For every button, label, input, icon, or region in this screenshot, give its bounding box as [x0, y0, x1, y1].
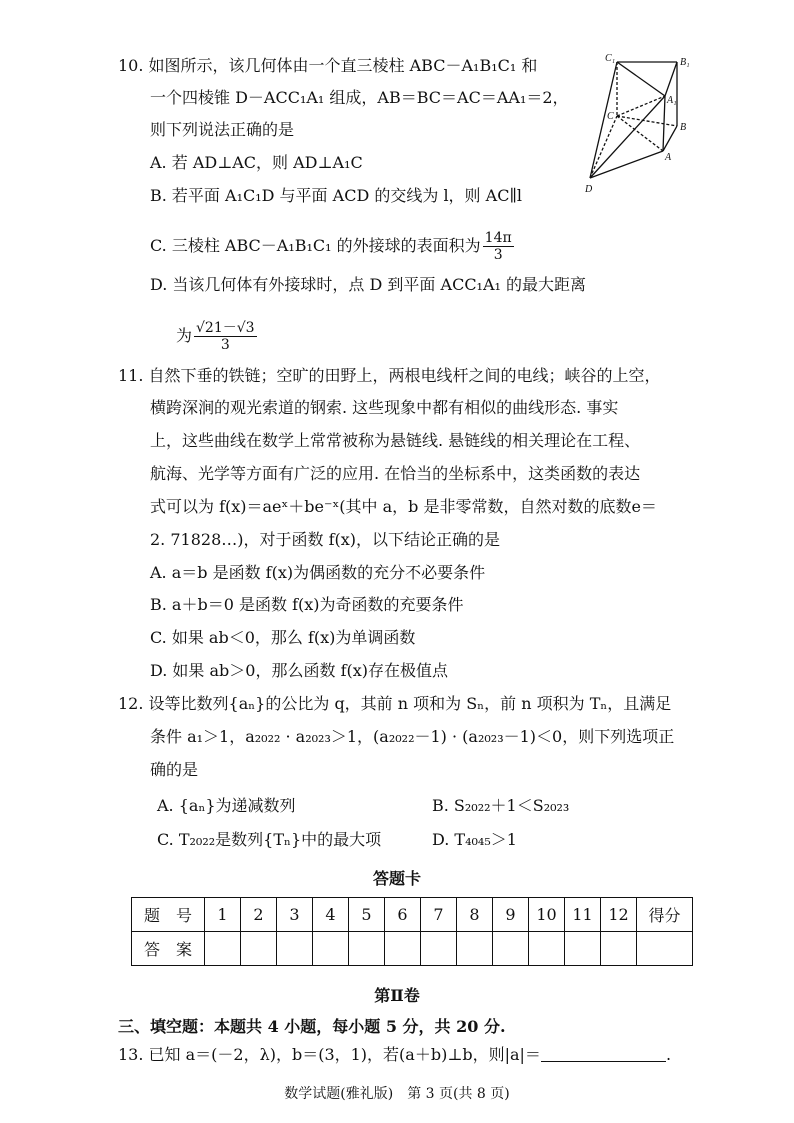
q13-answer-blank[interactable] — [541, 1045, 666, 1062]
answer-cell-7[interactable] — [421, 932, 457, 966]
q13-line — [118, 1045, 671, 1065]
q11-option-b: B. a＋b＝0 是函数 f(x)为奇函数的充要条件 — [150, 595, 464, 614]
q12-line-3: 确的是 — [150, 760, 199, 779]
fraction-numerator: √21－√3 — [196, 320, 255, 336]
label-a1: A₁ — [667, 95, 677, 106]
edge-c1-a1 — [617, 62, 665, 96]
cell-score-label: 得分 — [637, 898, 693, 932]
answer-cell-5[interactable] — [349, 932, 385, 966]
answer-cell-11[interactable] — [565, 932, 601, 966]
cell-number-9: 9 — [493, 898, 529, 932]
cell-number-8: 8 — [457, 898, 493, 932]
q10-line-1: 10. 如图所示，该几何体由一个直三棱柱 ABC－A₁B₁C₁ 和 — [118, 56, 538, 75]
answer-cell-8[interactable] — [457, 932, 493, 966]
answer-cell-1[interactable] — [205, 932, 241, 966]
answer-card-answer-row — [132, 932, 693, 966]
cell-number-4: 4 — [313, 898, 349, 932]
answer-cell-6[interactable] — [385, 932, 421, 966]
fraction-denominator: 3 — [220, 337, 230, 353]
edge-b-a — [663, 126, 677, 151]
edge-d-a — [590, 151, 663, 178]
answer-cell-3[interactable] — [277, 932, 313, 966]
q11-option-a: A. a＝b 是函数 f(x)为偶函数的充分不必要条件 — [150, 563, 486, 582]
answer-cell-12[interactable] — [601, 932, 637, 966]
q11-line-5: 式可以为 f(x)＝aeˣ＋be⁻ˣ(其中 a，b 是非零常数，自然对数的底数e＝ — [150, 497, 657, 516]
cell-number-3: 3 — [277, 898, 313, 932]
label-b: B — [680, 122, 687, 133]
cell-number-2: 2 — [241, 898, 277, 932]
q10-line-3: 则下列说法正确的是 — [150, 120, 295, 139]
cell-number-11: 11 — [565, 898, 601, 932]
diagonal-c-a1 — [617, 96, 665, 116]
cell-number-10: 10 — [529, 898, 565, 932]
answer-card-table — [131, 897, 693, 966]
q11-option-c: C. 如果 ab＜0，那么 f(x)为单调函数 — [150, 628, 416, 647]
q10-option-d-text: 为 — [176, 326, 193, 345]
q12-line-1: 12. 设等比数列{aₙ}的公比为 q，其前 n 项和为 Sₙ，前 n 项积为 Tₙ，且满足 — [118, 694, 672, 713]
q11-line-3: 上，这些曲线在数学上常常被称为悬链线. 悬链线的相关理论在工程、 — [150, 431, 641, 450]
answer-cell-4[interactable] — [313, 932, 349, 966]
cell-number-1: 1 — [205, 898, 241, 932]
label-d: D — [585, 184, 593, 195]
q11-line-4: 航海、光学等方面有广泛的应用. 在恰当的坐标系中，这类函数的表达 — [150, 464, 641, 483]
q10-option-c-fraction — [483, 230, 514, 263]
q11-line-1: 11. 自然下垂的铁链；空旷的田野上，两根电线杆之间的电线；峡谷的上空， — [118, 366, 661, 385]
edge-c-b — [617, 116, 677, 126]
edge-b1-a1 — [665, 62, 677, 96]
answer-cell-2[interactable] — [241, 932, 277, 966]
prism-pyramid-figure — [585, 48, 700, 198]
q12-option-a: A. {aₙ}为递减数列 — [157, 796, 296, 815]
q12-option-b: B. S₂₀₂₂＋1＜S₂₀₂₃ — [432, 796, 570, 815]
q12-option-c: C. T₂₀₂₂是数列{Tₙ}中的最大项 — [157, 830, 382, 849]
q12-option-d: D. T₄₀₄₅＞1 — [432, 830, 517, 849]
q11-option-d: D. 如果 ab＞0，那么函数 f(x)存在极值点 — [150, 661, 448, 680]
cell-number-7: 7 — [421, 898, 457, 932]
q12-line-2: 条件 a₁＞1，a₂₀₂₂ · a₂₀₂₃＞1，(a₂₀₂₂－1) · (a₂₀₂₃－1)＜0，则下列选项正 — [150, 727, 675, 746]
edge-d-c — [590, 116, 617, 178]
answer-card-title: 答题卡 — [372, 869, 421, 888]
row-label-number: 题 号 — [132, 898, 205, 932]
label-a: A — [665, 152, 672, 163]
label-b1: B₁ — [680, 57, 690, 68]
q10-option-d-fraction — [194, 320, 257, 353]
q10-option-b: B. 若平面 A₁C₁D 与平面 ACD 的交线为 l，则 AC∥l — [150, 186, 522, 205]
edge-c-a — [617, 116, 663, 151]
q10-option-c — [150, 230, 516, 263]
q10-line-2: 一个四棱锥 D－ACC₁A₁ 组成，AB＝BC＝AC＝AA₁＝2， — [150, 88, 569, 107]
section-3-heading: 三、填空题：本题共 4 小题，每小题 5 分，共 20 分. — [118, 1017, 506, 1036]
q13-end: . — [665, 1045, 672, 1064]
score-cell[interactable] — [637, 932, 693, 966]
row-label-answer: 答 案 — [132, 932, 205, 966]
q13-text: 13. 已知 a＝(－2，λ)，b＝(3，1)，若(a＋b)⊥b，则|a|＝ — [118, 1045, 541, 1064]
page-footer: 数学试题(雅礼版) 第 3 页(共 8 页) — [284, 1086, 510, 1102]
fraction-denominator: 3 — [493, 247, 503, 263]
q10-option-d-line-1: D. 当该几何体有外接球时，点 D 到平面 ACC₁A₁ 的最大距离 — [150, 275, 587, 294]
label-c1: C₁ — [605, 53, 616, 64]
q11-line-2: 横跨深涧的观光索道的钢索. 这些现象中都有相似的曲线形态. 事实 — [150, 398, 619, 417]
q10-option-c-text: C. 三棱柱 ABC－A₁B₁C₁ 的外接球的表面积为 — [150, 236, 481, 255]
cell-number-6: 6 — [385, 898, 421, 932]
answer-cell-9[interactable] — [493, 932, 529, 966]
q11-line-6: 2. 71828…)，对于函数 f(x)，以下结论正确的是 — [150, 530, 501, 549]
q10-option-a: A. 若 AD⊥AC，则 AD⊥A₁C — [150, 153, 363, 172]
answer-card-number-row — [132, 898, 693, 932]
answer-cell-10[interactable] — [529, 932, 565, 966]
cell-number-5: 5 — [349, 898, 385, 932]
section-2-title: 第Ⅱ卷 — [374, 986, 420, 1005]
fraction-numerator: 14π — [484, 230, 512, 246]
label-c: C — [607, 111, 614, 122]
cell-number-12: 12 — [601, 898, 637, 932]
edge-d-a1 — [590, 96, 665, 178]
q10-option-d-line-2 — [176, 320, 259, 353]
